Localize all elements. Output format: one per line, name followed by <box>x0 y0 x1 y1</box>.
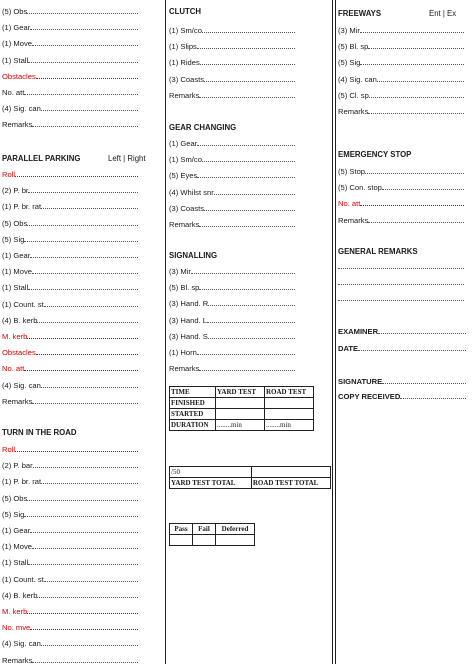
field-label: (4) Sig. can <box>2 104 41 114</box>
fill-in-line[interactable] <box>44 300 138 307</box>
fill-in-line[interactable] <box>360 58 464 65</box>
fill-in-line[interactable] <box>27 494 138 501</box>
field-label: (1) Gear <box>2 526 31 535</box>
fill-in-line[interactable] <box>24 510 138 517</box>
fill-in-line[interactable] <box>41 104 138 111</box>
form-field-row[interactable] <box>2 88 138 97</box>
field-label: No. mve <box>2 623 31 633</box>
fill-in-line[interactable] <box>32 656 138 663</box>
result-checkbox-cell[interactable] <box>170 535 193 546</box>
field-label: (4) B. kerb <box>2 590 38 600</box>
road-total-cell[interactable] <box>251 467 330 478</box>
form-field-row[interactable] <box>338 75 464 84</box>
time-row-label: STARTED <box>170 409 216 420</box>
field-label: (5) Eyes <box>169 171 198 181</box>
field-label: (1) Gear <box>2 251 31 260</box>
time-row-label: FINISHED <box>170 398 216 409</box>
field-label: (1) Move <box>2 542 32 552</box>
time-row-label: DURATION <box>170 420 216 431</box>
table-row <box>170 398 314 409</box>
form-field-row[interactable] <box>2 219 138 228</box>
fill-in-line[interactable] <box>378 327 466 334</box>
form-field-row[interactable] <box>2 591 138 600</box>
form-field-row[interactable] <box>2 607 138 616</box>
form-field-row[interactable] <box>2 56 138 65</box>
field-label: (3) Hand. R <box>169 299 209 309</box>
field-label: (4) B. kerb <box>2 315 38 325</box>
field-label: Obstacles <box>2 71 36 81</box>
field-label: (1) Sm/co <box>169 26 202 35</box>
time-cell[interactable]: ........min <box>265 420 314 431</box>
form-field-row[interactable] <box>2 39 138 48</box>
fill-in-line[interactable] <box>27 607 138 614</box>
field-label: Remarks <box>169 90 200 100</box>
fill-in-line[interactable] <box>32 267 138 274</box>
fill-in-line[interactable] <box>199 220 295 227</box>
field-label: Remarks <box>338 107 369 116</box>
fill-in-line[interactable] <box>15 445 138 452</box>
field-label: (2) P. br <box>2 186 29 196</box>
field-label: (5) Bl. sp <box>338 42 369 52</box>
fill-in-line[interactable] <box>32 39 138 46</box>
fill-in-line[interactable] <box>368 42 464 49</box>
field-label: (3) Mir <box>338 26 360 35</box>
form-field-row[interactable] <box>169 75 295 84</box>
section-title: GEAR CHANGING <box>169 123 237 132</box>
fill-in-line[interactable] <box>368 216 464 223</box>
form-field-row[interactable] <box>2 316 138 325</box>
side-selector: Ent | Ex <box>429 9 457 18</box>
fill-in-line[interactable] <box>24 364 138 371</box>
field-label: Remarks <box>169 364 200 374</box>
field-label: (4) Sig. can <box>2 380 41 390</box>
result-checkbox-cell[interactable] <box>216 535 255 546</box>
field-label: Obstacles <box>2 348 36 358</box>
fill-in-line[interactable] <box>15 170 138 177</box>
form-field-row[interactable] <box>338 26 464 35</box>
table-row <box>170 535 255 546</box>
field-label: Remarks <box>169 220 200 229</box>
field-label: (1) Gear <box>169 139 198 148</box>
field-label: (1) Slips <box>169 42 197 52</box>
form-field-row[interactable] <box>2 72 138 81</box>
form-field-row[interactable] <box>169 348 295 357</box>
column-divider-right <box>332 0 336 664</box>
form-field-row[interactable] <box>169 42 295 51</box>
form-field-row[interactable] <box>169 220 295 229</box>
fill-in-line[interactable] <box>27 219 138 226</box>
form-field-row[interactable] <box>2 170 138 179</box>
field-label: No. att <box>338 199 361 209</box>
general-remarks-line[interactable] <box>338 300 464 301</box>
result-checkbox-cell[interactable] <box>193 535 216 546</box>
form-field-row[interactable] <box>169 91 295 100</box>
form-field-row[interactable] <box>2 510 138 519</box>
form-field-row[interactable] <box>338 216 464 225</box>
freeways-heading <box>338 9 457 18</box>
fill-in-line[interactable] <box>365 167 464 174</box>
fill-in-line[interactable] <box>360 199 464 206</box>
field-label: (5) Sig <box>338 58 361 68</box>
form-field-row[interactable] <box>169 299 295 308</box>
field-label: (5) Sig <box>2 509 25 519</box>
fill-in-line[interactable] <box>36 72 138 79</box>
form-field-row[interactable] <box>2 23 138 32</box>
form-field-row[interactable] <box>2 397 138 406</box>
fill-in-line[interactable] <box>24 88 138 95</box>
fill-in-line[interactable] <box>197 171 295 178</box>
fill-in-line[interactable] <box>200 58 295 65</box>
field-label: Remarks <box>2 396 33 406</box>
field-label: M. kerb <box>2 332 28 341</box>
result-header: Fail <box>193 524 216 535</box>
field-label: (1) Count. st <box>2 574 44 584</box>
fill-in-line[interactable] <box>199 91 295 98</box>
form-field-row[interactable] <box>2 526 138 535</box>
time-table-header: TIME <box>170 387 216 398</box>
fill-in-line[interactable] <box>358 344 466 351</box>
turn-in-road-heading <box>2 428 77 437</box>
field-label: EXAMINER <box>338 327 379 336</box>
field-label: Remarks <box>338 215 369 225</box>
form-field-row[interactable] <box>169 204 295 213</box>
fill-in-line[interactable] <box>30 251 138 258</box>
time-cell[interactable] <box>265 409 314 420</box>
form-field-row[interactable] <box>2 300 138 309</box>
form-field-row[interactable] <box>2 202 138 211</box>
fill-in-line[interactable] <box>30 623 138 630</box>
date-field[interactable] <box>338 344 466 353</box>
field-label: (1) Count. st <box>2 299 44 309</box>
field-label: No. att <box>2 88 25 97</box>
field-label: (4) Sig. can <box>338 74 377 84</box>
form-field-row[interactable] <box>169 171 295 180</box>
fill-in-line[interactable] <box>369 91 464 98</box>
fill-in-line[interactable] <box>28 558 138 565</box>
form-field-row[interactable] <box>338 58 464 67</box>
time-cell[interactable]: ........min <box>216 420 265 431</box>
side-selector: Left | Right <box>108 154 146 163</box>
form-field-row[interactable] <box>2 364 138 373</box>
form-field-row[interactable] <box>338 167 464 176</box>
fill-in-line[interactable] <box>197 348 295 355</box>
road-total-label: ROAD TEST TOTAL <box>251 478 330 489</box>
gear-changing-heading <box>169 123 236 132</box>
field-label: Remarks <box>2 655 33 665</box>
field-label: (5) Con. stop <box>338 183 382 193</box>
fill-in-line[interactable] <box>30 526 138 533</box>
general-remarks-line[interactable] <box>338 284 464 285</box>
fill-in-line[interactable] <box>41 202 138 209</box>
field-label: (5) Obs <box>2 218 28 228</box>
fill-in-line[interactable] <box>199 283 295 290</box>
form-field-row[interactable] <box>2 186 138 195</box>
time-cell[interactable] <box>216 409 265 420</box>
field-label: (5) Bl. sp <box>169 283 200 293</box>
form-field-row[interactable] <box>169 139 295 148</box>
form-field-row[interactable] <box>2 120 138 129</box>
field-label: Remarks <box>2 120 33 130</box>
field-label: (1) Stall <box>2 283 29 293</box>
yard-total-label: YARD TEST TOTAL <box>170 478 252 489</box>
form-field-row[interactable] <box>2 639 138 648</box>
fill-in-line[interactable] <box>197 42 295 49</box>
form-field-row[interactable] <box>2 494 138 503</box>
field-label: COPY RECEIVED <box>338 392 401 401</box>
fill-in-line[interactable] <box>208 299 295 306</box>
field-label: (3) Coasts <box>169 203 205 213</box>
form-field-row[interactable] <box>2 623 138 632</box>
fill-in-line[interactable] <box>30 23 138 30</box>
field-label: (4) Sig. can <box>2 639 41 649</box>
form-field-row[interactable] <box>169 316 295 325</box>
field-label: DATE <box>338 344 359 353</box>
fill-in-line[interactable] <box>204 75 295 82</box>
fill-in-line[interactable] <box>41 477 138 484</box>
fill-in-line[interactable] <box>36 348 138 355</box>
fill-in-line[interactable] <box>41 639 138 646</box>
fill-in-line[interactable] <box>44 575 138 582</box>
field-label: (3) Coasts <box>169 74 205 84</box>
parallel-parking-heading <box>2 154 146 163</box>
field-label: (1) Move <box>2 267 32 277</box>
field-label: (1) Gear <box>2 23 31 33</box>
form-field-row[interactable] <box>2 461 138 470</box>
fill-in-line[interactable] <box>28 186 138 193</box>
result-table <box>169 523 255 546</box>
form-field-row[interactable] <box>2 575 138 584</box>
form-field-row[interactable] <box>2 267 138 276</box>
section-title: EMERGENCY STOP <box>338 150 412 159</box>
time-cell[interactable] <box>216 398 265 409</box>
time-table <box>169 386 314 431</box>
section-title: TURN IN THE ROAD <box>2 428 77 437</box>
form-field-row[interactable] <box>2 656 138 665</box>
time-cell[interactable] <box>265 398 314 409</box>
score-cell[interactable]: /50 <box>170 467 252 478</box>
fill-in-line[interactable] <box>32 397 138 404</box>
fill-in-line[interactable] <box>27 7 138 14</box>
field-label: Roll <box>2 445 16 454</box>
form-field-row[interactable] <box>169 188 295 197</box>
fill-in-line[interactable] <box>377 75 464 82</box>
fill-in-line[interactable] <box>202 26 295 33</box>
field-label: (1) Rides <box>169 58 200 68</box>
emergency-stop-heading <box>338 150 411 159</box>
form-field-row[interactable] <box>338 42 464 51</box>
section-title: GENERAL REMARKS <box>338 247 418 256</box>
field-label: (1) Stall <box>2 55 29 65</box>
general-remarks-line[interactable] <box>338 268 464 269</box>
form-field-row[interactable] <box>2 7 138 16</box>
fill-in-line[interactable] <box>33 461 138 468</box>
field-label: (5) Cl. sp <box>338 90 369 100</box>
total-table <box>169 466 331 489</box>
form-field-row[interactable] <box>2 558 138 567</box>
form-field-row[interactable] <box>338 199 464 208</box>
fill-in-line[interactable] <box>27 332 138 339</box>
column-divider-left <box>165 0 166 664</box>
signalling-heading <box>169 251 217 260</box>
field-label: (5) Stop <box>338 167 366 176</box>
field-label: (1) Horn <box>169 348 197 357</box>
result-header: Deferred <box>216 524 255 535</box>
form-field-row[interactable] <box>2 477 138 486</box>
fill-in-line[interactable] <box>197 139 295 146</box>
form-field-row[interactable] <box>338 107 464 116</box>
field-label: (1) Sm/co <box>169 155 202 165</box>
field-label: SIGNATURE <box>338 377 383 386</box>
examiner-field[interactable] <box>338 327 466 336</box>
form-field-row[interactable] <box>169 364 295 373</box>
fill-in-line[interactable] <box>208 332 295 339</box>
field-label: (1) P. br. rat <box>2 202 42 212</box>
fill-in-line[interactable] <box>214 188 295 195</box>
fill-in-line[interactable] <box>360 26 464 33</box>
form-field-row[interactable] <box>338 183 464 192</box>
form-field-row[interactable] <box>169 58 295 67</box>
form-field-row[interactable] <box>338 91 464 100</box>
field-label: (1) Stall <box>2 558 29 568</box>
field-label: (5) Obs <box>2 493 28 503</box>
time-table-header: YARD TEST <box>216 387 265 398</box>
fill-in-line[interactable] <box>28 283 138 290</box>
fill-in-line[interactable] <box>32 542 138 549</box>
fill-in-line[interactable] <box>37 591 138 598</box>
section-title: PARALLEL PARKING <box>2 154 81 163</box>
field-label: M. kerb <box>2 607 28 616</box>
field-label: Roll <box>2 170 16 179</box>
field-label: (5) Obs <box>2 7 28 16</box>
form-field-row[interactable] <box>2 381 138 390</box>
form-field-row[interactable] <box>2 332 138 341</box>
field-label: (3) Hand. L <box>169 315 207 325</box>
fill-in-line[interactable] <box>41 381 138 388</box>
section-title: CLUTCH <box>169 7 202 16</box>
result-header: Pass <box>170 524 193 535</box>
field-label: (5) Sig <box>2 234 25 244</box>
table-row <box>170 409 314 420</box>
form-field-row[interactable] <box>169 332 295 341</box>
time-table-header: ROAD TEST <box>265 387 314 398</box>
field-label: (3) Mir <box>169 267 191 276</box>
fill-in-line[interactable] <box>28 56 138 63</box>
clutch-heading <box>169 7 201 16</box>
form-field-row[interactable] <box>2 251 138 260</box>
field-label: No. att <box>2 364 25 374</box>
form-field-row[interactable] <box>2 348 138 357</box>
fill-in-line[interactable] <box>368 107 464 114</box>
fill-in-line[interactable] <box>202 155 295 162</box>
form-field-row[interactable] <box>169 267 295 276</box>
fill-in-line[interactable] <box>37 316 138 323</box>
fill-in-line[interactable] <box>24 235 138 242</box>
field-label: (2) P. bar <box>2 461 33 471</box>
table-row <box>170 420 314 431</box>
fill-in-line[interactable] <box>199 364 295 371</box>
form-field-row[interactable] <box>169 26 295 35</box>
form-field-row[interactable] <box>2 542 138 551</box>
field-label: (1) P. br. rat <box>2 477 42 487</box>
form-field-row[interactable] <box>2 235 138 244</box>
fill-in-line[interactable] <box>382 377 466 384</box>
field-label: (4) Whilst snr <box>169 187 214 197</box>
fill-in-line[interactable] <box>382 183 464 190</box>
signature-field[interactable] <box>338 377 466 386</box>
section-title: SIGNALLING <box>169 251 218 260</box>
form-field-row[interactable] <box>2 283 138 292</box>
field-label: (1) Move <box>2 39 32 49</box>
fill-in-line[interactable] <box>32 120 138 127</box>
form-field-row[interactable] <box>169 283 295 292</box>
fill-in-line[interactable] <box>204 204 295 211</box>
form-field-row[interactable] <box>2 445 138 454</box>
form-field-row[interactable] <box>169 155 295 164</box>
section-title: FREEWAYS <box>338 9 382 18</box>
fill-in-line[interactable] <box>400 392 466 399</box>
form-field-row[interactable] <box>2 104 138 113</box>
fill-in-line[interactable] <box>207 316 295 323</box>
general-remarks-heading <box>338 247 418 256</box>
copy-received-field[interactable] <box>338 392 466 401</box>
field-label: (3) Hand. S <box>169 331 208 341</box>
fill-in-line[interactable] <box>191 267 295 274</box>
